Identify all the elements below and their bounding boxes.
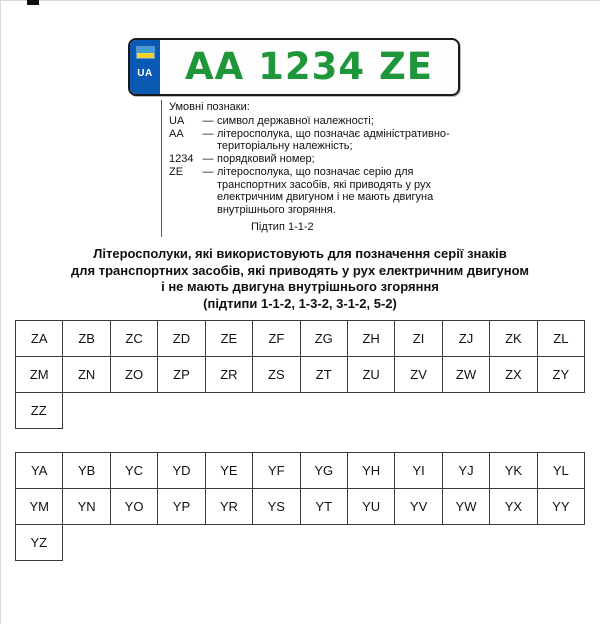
letter-cell: ZP <box>157 356 205 393</box>
legend-title: Умовні познаки: <box>169 101 250 113</box>
legend-desc: літеросполука, що позначає серію для транспортних засобів, які приводять у рух електричним двигуном і не мають двигуна внутрішнього згоряння. <box>217 165 434 216</box>
letter-cell: ZE <box>205 320 253 357</box>
letter-cell: ZK <box>489 320 537 357</box>
legend-term: AA <box>169 127 184 140</box>
letter-cell: YV <box>394 488 442 525</box>
heading-line-1: Літеросполуки, які використовують для позначення серії знаків <box>93 246 507 261</box>
letter-row <box>15 452 585 489</box>
letter-cell: ZC <box>110 320 158 357</box>
letter-cell: YI <box>394 452 442 489</box>
letter-cell: YR <box>205 488 253 525</box>
letter-cell: ZO <box>110 356 158 393</box>
letter-cell: YL <box>537 452 585 489</box>
letter-cell: YB <box>62 452 110 489</box>
series-table-y <box>15 452 585 561</box>
legend-term: ZE <box>169 165 184 178</box>
letter-cell: ZT <box>300 356 348 393</box>
letter-cell: YC <box>110 452 158 489</box>
letter-cell: YK <box>489 452 537 489</box>
license-plate <box>128 38 460 96</box>
legend-block <box>161 100 467 237</box>
letter-cell: YT <box>300 488 348 525</box>
letter-cell: YG <box>300 452 348 489</box>
ukraine-flag-icon <box>137 47 154 58</box>
letter-cell: ZB <box>62 320 110 357</box>
letter-cell: ZA <box>15 320 63 357</box>
letter-cell: YU <box>347 488 395 525</box>
letter-cell: ZG <box>300 320 348 357</box>
letter-cell: YN <box>62 488 110 525</box>
letter-cell: ZH <box>347 320 395 357</box>
legend-desc: порядковий номер; <box>217 153 315 165</box>
letter-cell: YX <box>489 488 537 525</box>
letter-cell: YZ <box>15 524 63 561</box>
letter-cell: ZX <box>489 356 537 393</box>
legend-item-aa <box>169 128 467 154</box>
heading-line-2: для транспортних засобів, які приводять у рух електричним двигуном <box>71 262 529 278</box>
letter-row <box>15 320 585 357</box>
legend-item-ze <box>169 166 467 217</box>
heading-line-3: і не мають двигуна внутрішнього згоряння <box>161 279 439 295</box>
legend-dash: — <box>202 165 214 178</box>
letter-cell: YS <box>252 488 300 525</box>
letter-cell: YW <box>442 488 490 525</box>
letter-cell: ZZ <box>15 392 63 429</box>
letter-cell: YY <box>537 488 585 525</box>
letter-cell: ZV <box>394 356 442 393</box>
legend-item-ua <box>169 115 467 128</box>
letter-cell: YM <box>15 488 63 525</box>
series-table-z <box>15 320 585 429</box>
letter-row <box>15 524 585 561</box>
letter-cell: YD <box>157 452 205 489</box>
letter-cell: ZN <box>62 356 110 393</box>
scan-edge-top <box>0 0 600 1</box>
letter-cell: ZF <box>252 320 300 357</box>
letter-cell: YJ <box>442 452 490 489</box>
letter-cell: ZS <box>252 356 300 393</box>
letter-row <box>15 392 585 429</box>
letter-cell: ZM <box>15 356 63 393</box>
letter-cell: YH <box>347 452 395 489</box>
plate-eu-band <box>130 40 160 94</box>
legend-term: UA <box>169 114 185 127</box>
letter-cell: YF <box>252 452 300 489</box>
legend-dash: — <box>202 127 214 140</box>
legend-dash: — <box>202 114 214 127</box>
letter-cell: ZR <box>205 356 253 393</box>
letter-cell: ZY <box>537 356 585 393</box>
letter-cell: YO <box>110 488 158 525</box>
flag-yellow-stripe <box>137 53 154 59</box>
legend-desc: літеросполука, що позначає адміністративно-територіальну належність; <box>217 127 450 153</box>
letter-cell: ZJ <box>442 320 490 357</box>
letter-cell: ZU <box>347 356 395 393</box>
plate-country-code: UA <box>137 68 153 79</box>
letter-cell: ZD <box>157 320 205 357</box>
legend-term: 1234 <box>169 153 194 165</box>
scan-artifact <box>27 0 39 5</box>
heading-line-4: (підтипи 1-1-2, 1-3-2, 3-1-2, 5-2) <box>203 295 397 311</box>
letter-cell: YA <box>15 452 63 489</box>
subtype-label: Підтип 1-1-2 <box>251 220 314 233</box>
legend-desc: символ державної належності; <box>217 114 374 127</box>
letter-cell: ZW <box>442 356 490 393</box>
letter-row <box>15 356 585 393</box>
letter-cell: YP <box>157 488 205 525</box>
plate-number: AA 1234 ZE <box>184 44 434 88</box>
letter-row <box>15 488 585 525</box>
letter-cell: ZI <box>394 320 442 357</box>
legend-item-1234 <box>169 153 467 166</box>
section-heading <box>0 246 600 313</box>
letter-cell: ZL <box>537 320 585 357</box>
legend-dash: — <box>202 153 214 165</box>
letter-cell: YE <box>205 452 253 489</box>
